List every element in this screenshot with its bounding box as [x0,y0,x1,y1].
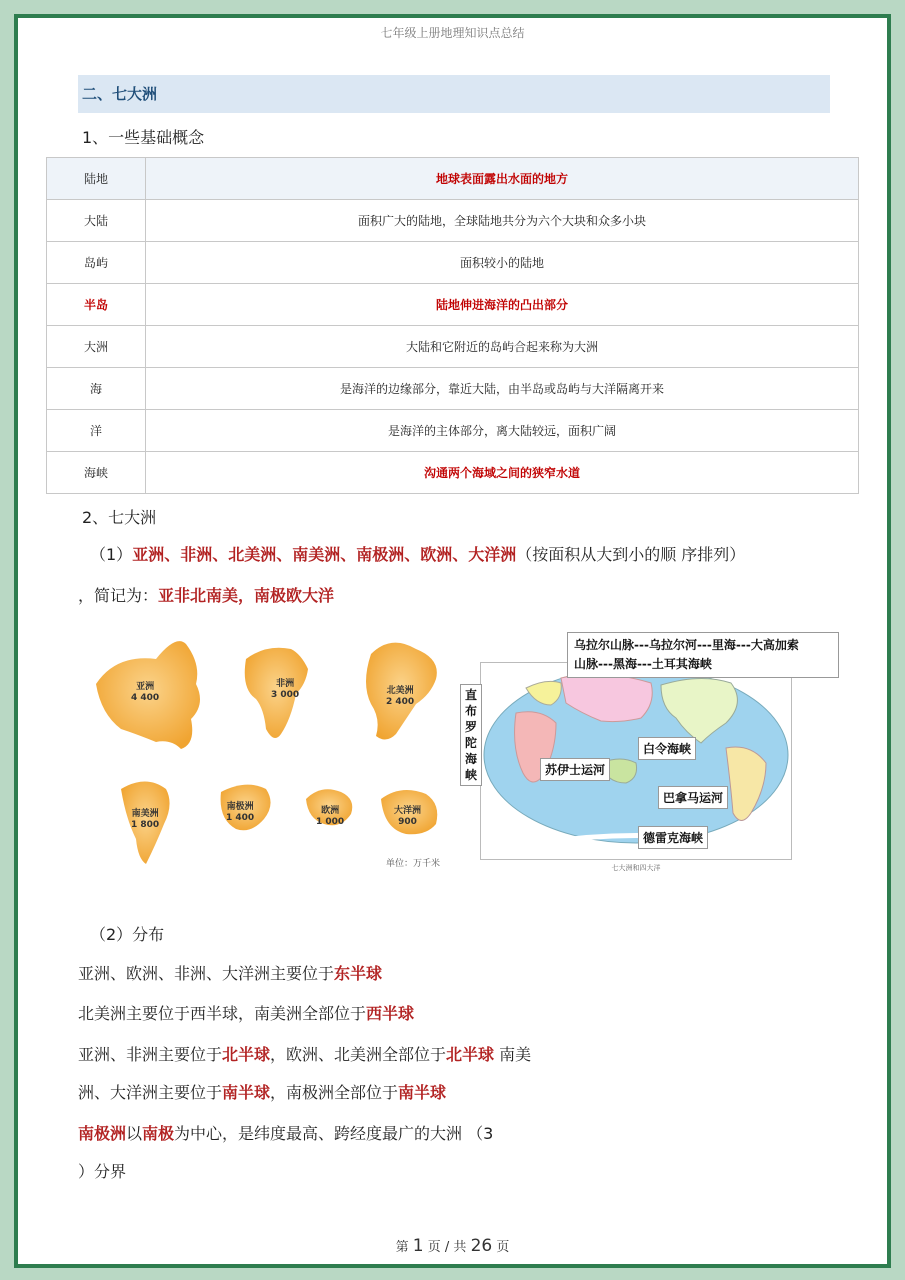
continent-area: 4 400 [131,693,160,703]
ural-boundary-callout [567,632,839,678]
callout-char: 海 [464,752,477,766]
distribution-line-5: 南极洲以南极为中心，是纬度最高、跨经度最广的大洲 （3 [78,1124,494,1143]
continent-area: 2 400 [386,697,415,707]
callout-char: 直 [464,688,477,702]
subsection-title-concepts: 1、一些基础概念 [82,128,205,147]
distribution-line-3: 亚洲、非洲主要位于北半球，欧洲、北美洲全部位于北半球 南美 [78,1045,532,1064]
concept-term: 半岛 [47,284,146,326]
callout-char: 峡 [464,768,477,782]
mnemonic-line [78,583,334,606]
concept-row [47,284,859,326]
callout-char: 罗 [464,720,477,734]
callout-line1: 乌拉尔山脉---乌拉尔河---里海---大高加索 [574,638,799,652]
concept-definition: 是海洋的主体部分，离大陆较远，面积广阔 [146,410,859,452]
drake-passage-label: 德雷克海峡 [638,826,708,849]
distribution-title: （2）分布 [90,925,165,944]
continent-area: 1 000 [316,817,345,827]
concept-term: 海 [47,368,146,410]
continent-area: 1 800 [131,820,160,830]
continent-name: 非洲 [276,679,295,689]
mnemonic-prefix: ，简记为： [78,586,159,605]
current-page: 1 [412,1236,424,1256]
concept-row [47,368,859,410]
callout-char: 陀 [464,736,477,750]
concept-term: 大陆 [47,200,146,242]
boundary-line: ）分界 [78,1162,127,1181]
continent-label [131,809,159,831]
continent-label [271,679,299,701]
order-note: （按面积从大到小的顺 序排列） [516,545,746,564]
continent-name: 南极洲 [226,802,254,812]
concept-term: 岛屿 [47,242,146,284]
continent-name: 大洋洲 [394,806,422,816]
concepts-table [46,157,859,494]
distribution-line-2: 北美洲主要位于西半球，南美洲全部位于西半球 [78,1004,415,1023]
continent-name: 南美洲 [131,809,159,819]
total-pages: 26 [470,1236,493,1256]
continents-order-line [90,542,745,565]
concept-definition: 陆地伸进海洋的凸出部分 [146,284,859,326]
concept-definition: 面积广大的陆地，全球陆地共分为六个大块和众多小块 [146,200,859,242]
callout-line2: 山脉---黑海---土耳其海峡 [574,657,712,671]
panama-canal-label: 巴拿马运河 [658,786,728,809]
world-map [458,618,818,872]
continent-name: 亚洲 [136,682,155,692]
concept-term: 洋 [47,410,146,452]
concept-term: 陆地 [47,158,146,200]
continent-label [394,806,421,828]
continent-area: 900 [398,817,417,827]
page-header: 七年级上册地理知识点总结 [380,26,525,40]
document-page [18,18,887,1264]
continent-area: 1 400 [226,813,255,823]
map-frame [480,662,792,872]
continent-label [316,806,344,828]
continents-area-illustration [86,624,456,869]
paragraph-prefix: （1） [90,545,133,564]
distribution-line-1: 亚洲、欧洲、非洲、大洋洲主要位于东半球 [78,964,383,983]
mnemonic-text: 亚非北南美，南极欧大洋 [158,586,335,605]
concept-definition: 沟通两个海域之间的狭窄水道 [146,452,859,494]
concept-definition: 面积较小的陆地 [146,242,859,284]
concept-definition: 地球表面露出水面的地方 [146,158,859,200]
concept-term: 海峡 [47,452,146,494]
continent-label [226,802,254,824]
continent-label [131,682,159,704]
continent-name: 欧洲 [321,806,340,816]
concept-definition: 是海洋的边缘部分，靠近大陆，由半岛或岛屿与大洋隔离开来 [146,368,859,410]
concept-row [47,326,859,368]
concept-row [47,410,859,452]
continents-list: 亚洲、非洲、北美洲、南美洲、南极洲、欧洲、大洋洲 [132,545,517,564]
concept-definition: 大陆和它附近的岛屿合起来称为大洲 [146,326,859,368]
concept-row [47,452,859,494]
unit-label: 单位：万千米 [386,859,441,869]
callout-char: 布 [464,704,477,718]
continent-name: 北美洲 [386,686,414,696]
concept-row [47,200,859,242]
map-caption: 七大洲和四大洋 [611,864,661,872]
page-footer: 第 1 页 / 共 26 页 [395,1236,510,1256]
continent-area: 3 000 [271,690,300,700]
suez-canal-label: 苏伊士运河 [540,758,610,781]
section-title: 二、七大洲 [78,75,830,113]
continent-label [386,686,414,708]
gibraltar-strait-callout [460,684,482,786]
concept-row [47,158,859,200]
concept-row [47,242,859,284]
distribution-line-4: 洲、大洋洲主要位于南半球，南极洲全部位于南半球 [78,1083,447,1102]
bering-strait-label: 白令海峡 [638,737,696,760]
concept-term: 大洲 [47,326,146,368]
subsection-title-continents: 2、七大洲 [82,508,157,527]
